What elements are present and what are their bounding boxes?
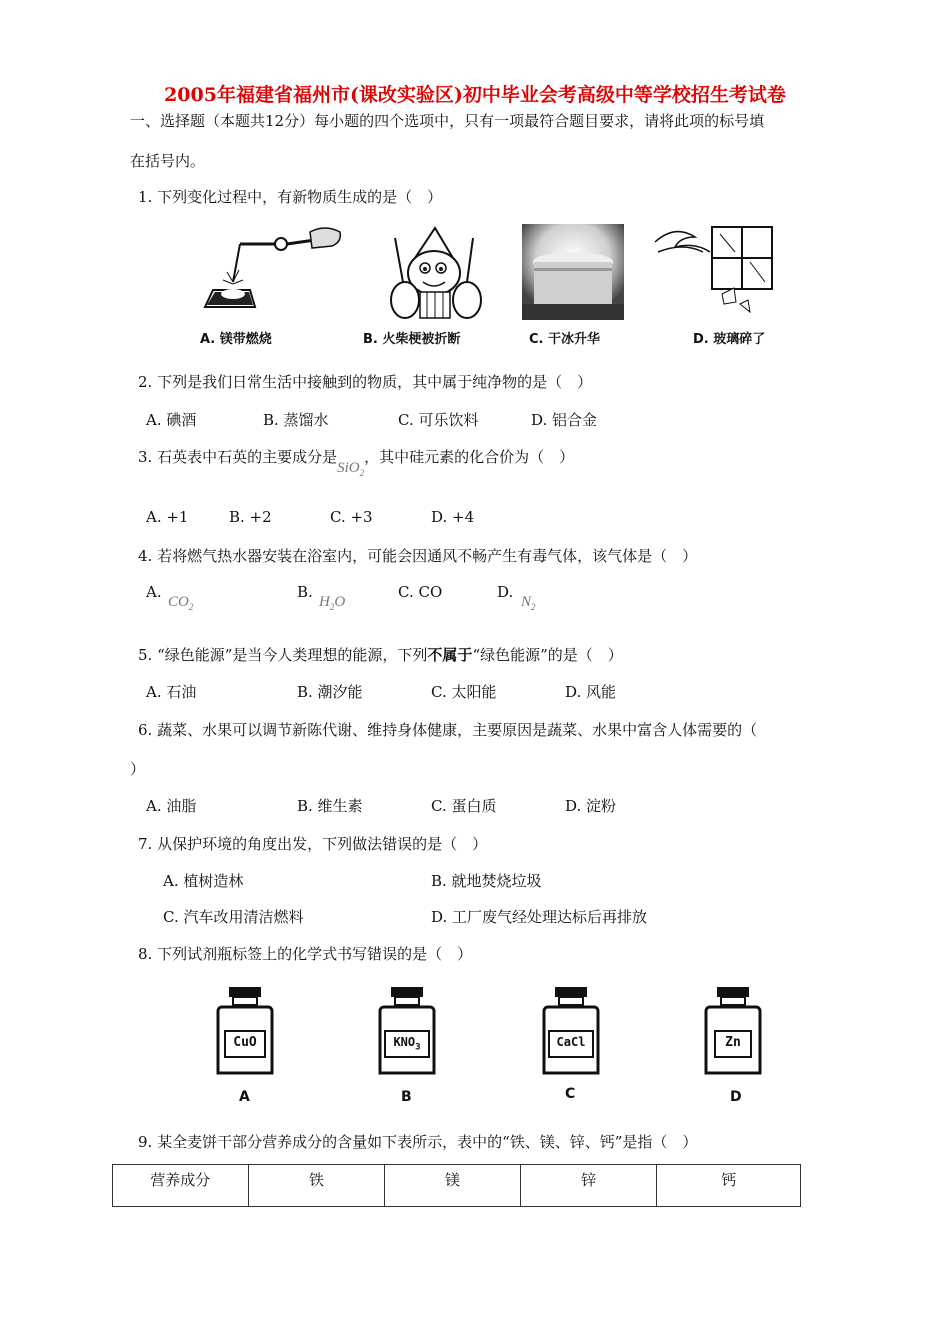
bottle-d-letter: D (730, 1089, 742, 1105)
bottle-c-label: CaCl (556, 1035, 586, 1049)
q4-option-a-label: A. (146, 583, 162, 601)
table-row (113, 1165, 801, 1207)
q3-stem (138, 446, 575, 478)
q4-option-c: C. CO (398, 583, 443, 601)
q7-stem: 7. 从保护环境的角度出发，下列做法错误的是（ ） (138, 835, 488, 853)
h2o-o: O (334, 594, 346, 610)
bottle-icon (378, 985, 436, 1077)
bottle-c-letter: C (565, 1086, 576, 1102)
q1-caption-d: D. 玻璃碎了 (693, 332, 766, 347)
q5-option-c: C. 太阳能 (431, 683, 497, 701)
dry-ice-sublimation-photo (522, 224, 624, 320)
reagent-bottle-d (704, 985, 762, 1077)
bottle-d-label: Zn (725, 1035, 741, 1050)
q7-option-c: C. 汽车改用清洁燃料 (163, 908, 304, 926)
q6-option-b: B. 维生素 (297, 797, 363, 815)
q2-option-a: A. 碘酒 (146, 411, 197, 429)
q6-stem-line1: 6. 蔬菜、水果可以调节新陈代谢、维持身体健康，主要原因是蔬菜、水果中富含人体需要的（ (138, 721, 758, 739)
matchstick-cartoon-illustration (375, 218, 495, 323)
q3-stem-before: 3. 石英表中石英的主要成分是 (138, 448, 338, 466)
section-intro-line2: 在括号内。 (130, 152, 206, 170)
sio2-subscript: 2 (359, 468, 365, 478)
q6-stem-line2: ） (130, 760, 146, 778)
table-header-cell: 铁 (248, 1165, 385, 1207)
q5-option-d: D. 风能 (565, 683, 617, 701)
q4-option-d-formula (521, 594, 536, 612)
h2o-h: H (319, 594, 330, 610)
q6-option-c: C. 蛋白质 (431, 797, 497, 815)
q3-option-a: A. +1 (146, 508, 189, 526)
table-header-cell: 钙 (657, 1165, 801, 1207)
magnesium-burning-illustration (195, 222, 350, 322)
q5-stem-after: “绿色能源”的是（ ） (472, 646, 623, 664)
sio2-formula-text: SiO (337, 460, 360, 476)
bottle-a-label: CuO (233, 1035, 257, 1050)
bottle-b-label (385, 1035, 429, 1052)
reagent-bottle-c (542, 985, 600, 1077)
co2-subscript: 2 (188, 602, 194, 612)
kno3-subscript: 3 (415, 1042, 421, 1053)
q6-option-a: A. 油脂 (146, 797, 197, 815)
q4-option-a-formula (168, 594, 193, 612)
table-header-cell: 镁 (385, 1165, 521, 1207)
q6-option-d: D. 淀粉 (565, 797, 617, 815)
n2-subscript: 2 (531, 602, 536, 612)
q7-option-a: A. 植树造林 (163, 872, 244, 890)
reagent-bottle-b (378, 985, 436, 1077)
q5-stem-emphasis: 不属于 (427, 646, 473, 664)
q5-option-b: B. 潮汐能 (297, 683, 363, 701)
bottle-a-letter: A (239, 1089, 250, 1105)
n2-text: N (521, 594, 532, 610)
q4-stem: 4. 若将燃气热水器安装在浴室内，可能会因通风不畅产生有毒气体，该气体是（ ） (138, 547, 698, 565)
bottle-icon (704, 985, 762, 1077)
q9-stem: 9. 某全麦饼干部分营养成分的含量如下表所示，表中的“铁、镁、锌、钙”是指（ ） (138, 1133, 698, 1151)
bottle-b-letter: B (401, 1089, 412, 1105)
q4-option-b-label: B. (297, 583, 313, 601)
q7-option-d: D. 工厂废气经处理达标后再排放 (431, 908, 648, 926)
q5-stem (138, 644, 623, 665)
q3-option-d: D. +4 (431, 508, 475, 526)
q2-stem: 2. 下列是我们日常生活中接触到的物质，其中属于纯净物的是（ ） (138, 373, 593, 391)
h2o-subscript: 2 (329, 602, 335, 612)
q1-caption-b: B. 火柴梗被折断 (363, 332, 461, 347)
kno3-text: KNO (393, 1035, 416, 1049)
nutrition-table (112, 1164, 801, 1207)
page-title: 2005年福建省福州市(课改实验区)初中毕业会考高级中等学校招生考试卷 (164, 84, 786, 106)
q4-option-d-label: D. (497, 583, 514, 601)
sio2-formula (337, 460, 364, 476)
q2-option-b: B. 蒸馏水 (263, 411, 329, 429)
q2-option-c: C. 可乐饮料 (398, 411, 479, 429)
broken-glass-illustration (650, 222, 780, 322)
table-header-cell: 锌 (520, 1165, 657, 1207)
q2-option-d: D. 铝合金 (531, 411, 598, 429)
q7-option-b: B. 就地焚烧垃圾 (431, 872, 542, 890)
section-intro-line1: 一、选择题（本题共12分）每小题的四个选项中，只有一项最符合题目要求，请将此项的标号填 (130, 112, 765, 130)
q8-stem: 8. 下列试剂瓶标签上的化学式书写错误的是（ ） (138, 945, 473, 963)
q1-stem: 1. 下列变化过程中，有新物质生成的是（ ） (138, 188, 443, 206)
co2-text: CO (168, 594, 189, 610)
q3-option-b: B. +2 (229, 508, 272, 526)
q5-option-a: A. 石油 (146, 683, 197, 701)
q3-stem-after: ，其中硅元素的化合价为（ ） (364, 448, 575, 466)
bottle-icon (542, 985, 600, 1077)
q1-caption-a: A. 镁带燃烧 (200, 332, 272, 347)
q3-option-c: C. +3 (330, 508, 373, 526)
q1-caption-c: C. 干冰升华 (529, 332, 601, 347)
q5-stem-before: 5. “绿色能源”是当今人类理想的能源，下列 (138, 646, 428, 664)
bottle-icon (216, 985, 274, 1077)
table-header-cell: 营养成分 (113, 1165, 249, 1207)
reagent-bottle-a (216, 985, 274, 1077)
q4-option-b-formula (319, 594, 345, 612)
